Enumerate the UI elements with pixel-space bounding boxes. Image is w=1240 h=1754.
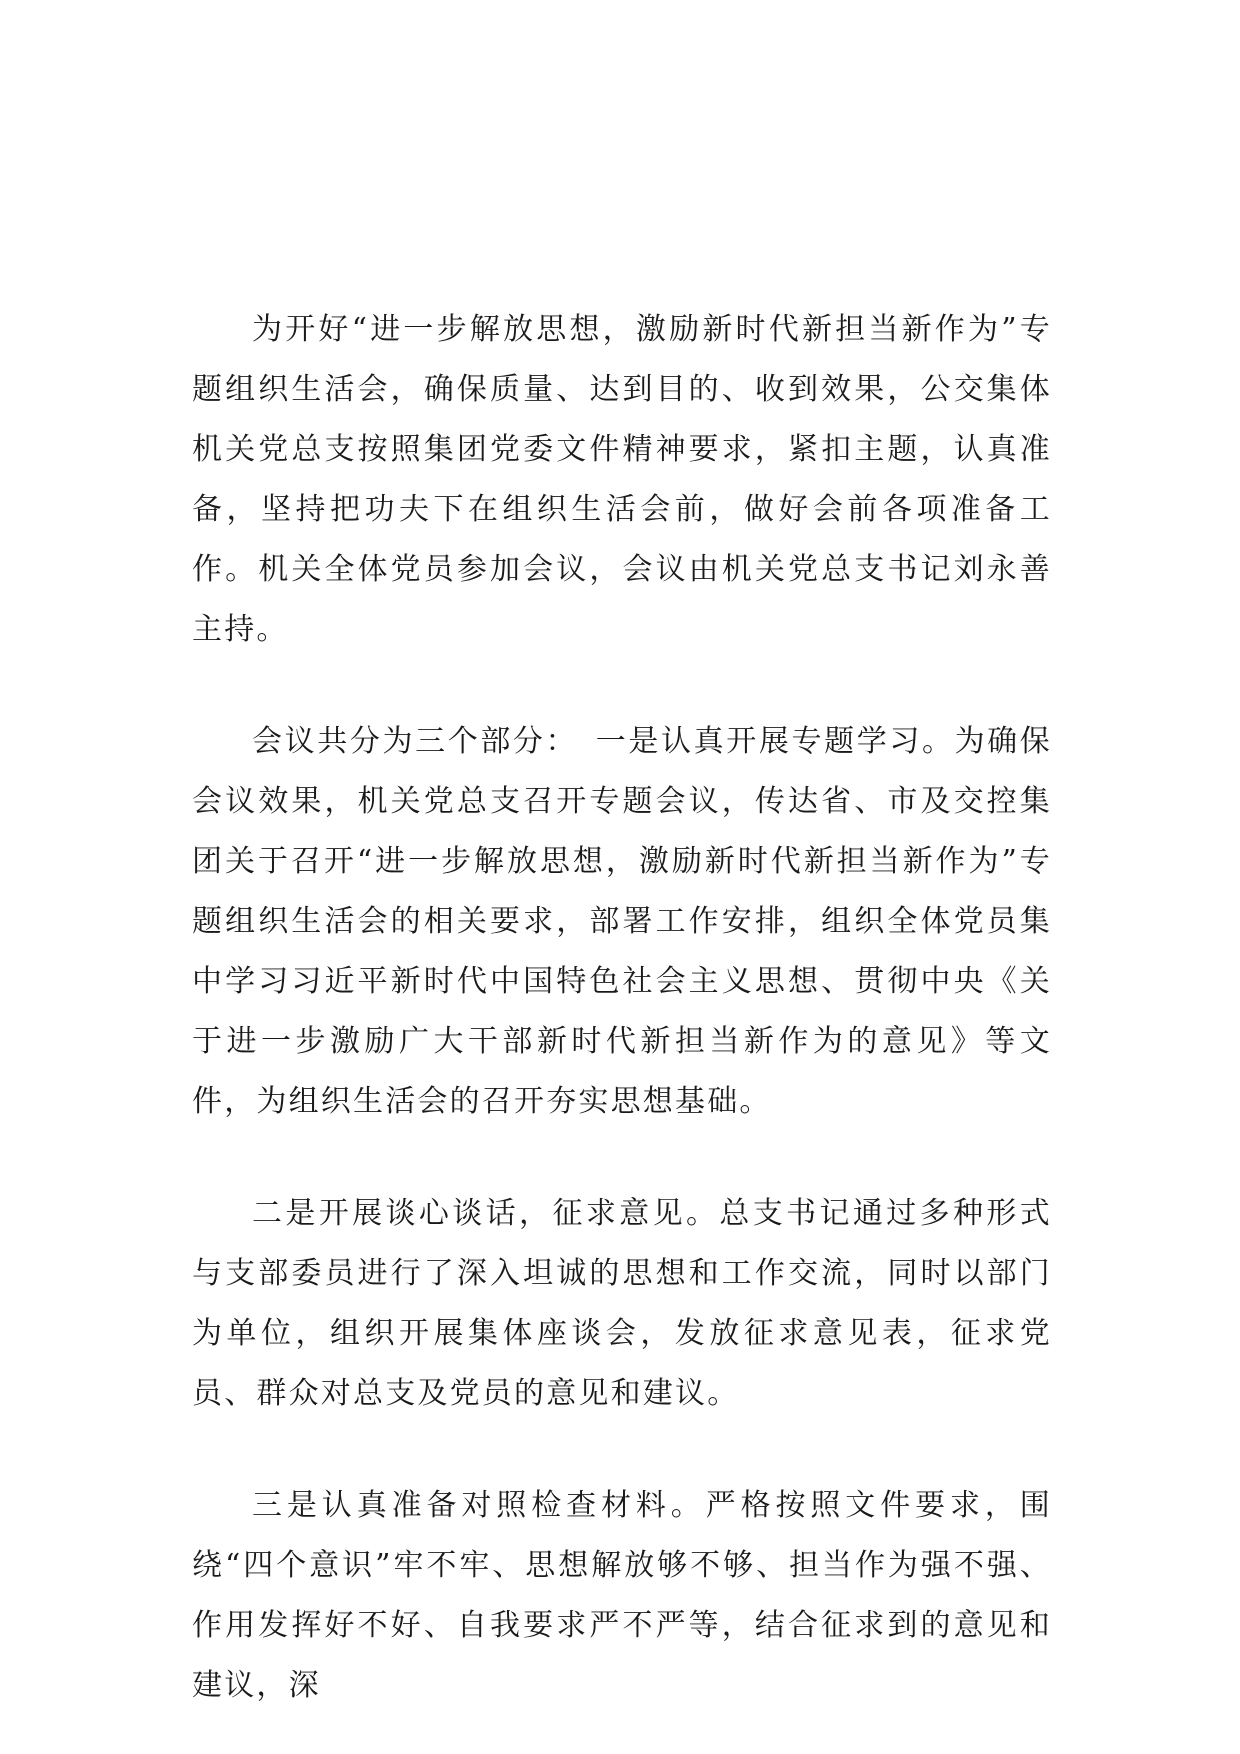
paragraph-part-two: 二是开展谈心谈话，征求意见。总支书记通过多种形式与支部委员进行了深入坦诚的思想和工作交流，同时以部门为单位，组织开展集体座谈会，发放征求意见表，征求党员、群众对总支及党员的意见和建议。 (192, 1196, 1052, 1411)
paragraph-intro: 为开好“进一步解放思想，激励新时代新担当新作为”专题组织生活会，确保质量、达到目的、收到效果，公交集体机关党总支按照集团党委文件精神要求，紧扣主题，认真准备，坚持把功夫下在组织生活会前，做好会前各项准备工作。机关全体党员参加会议，会议由机关党总支书记刘永善主持。 (192, 312, 1052, 647)
paragraph-part-one: 会议共分为三个部分： 一是认真开展专题学习。为确保会议效果，机关党总支召开专题会议，传达省、市及交控集团关于召开“进一步解放思想，激励新时代新担当新作为”专题组织生活会的相关要求，部署工作安排，组织全体党员集中学习习近平新时代中国特色社会主义思想、贯彻中央《关于进一步激励广大干部新时代新担当新作为的意见》等文件，为组织生活会的召开夯实思想基础。 (192, 724, 1052, 1119)
paragraph-part-three: 三是认真准备对照检查材料。严格按照文件要求，围绕“四个意识”牢不牢、思想解放够不够、担当作为强不强、作用发挥好不好、自我要求严不严等，结合征求到的意见和建议，深 (192, 1488, 1052, 1703)
document-body (192, 300, 1052, 1716)
